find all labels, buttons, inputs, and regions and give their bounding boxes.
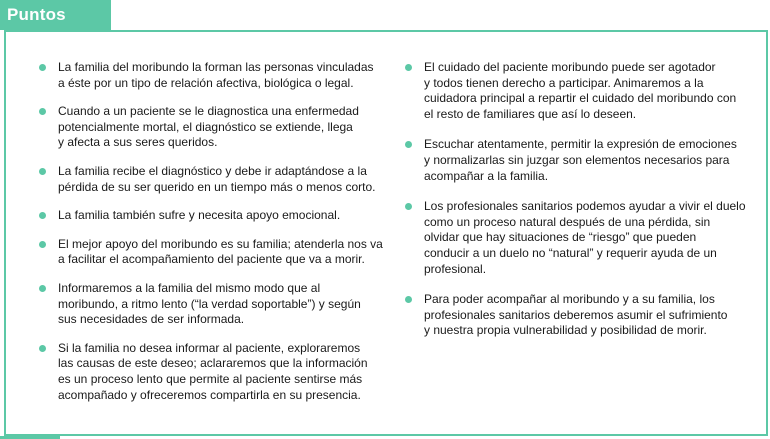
list-item	[36, 164, 386, 195]
list-item-text: El cuidado del paciente moribundo puede ser agotador y todos tienen derecho a participar. Animaremos a la cuidadora principal a repartir el cuidado del moribundo con el resto de familiares que así lo deseen.	[424, 60, 737, 121]
bullet-icon	[39, 241, 46, 248]
right-column	[402, 60, 752, 354]
list-item	[402, 60, 752, 122]
list-item-text: Escuchar atentamente, permitir la expresión de emociones y normalizarlas sin juzgar son elementos necesarios para acompañar a la familia.	[424, 137, 737, 183]
list-item-text: La familia también sufre y necesita apoyo emocional.	[58, 208, 341, 223]
list-item-text: El mejor apoyo del moribundo es su familia; atenderla nos va a facilitar el acompañamiento del paciente que va a morir.	[58, 236, 383, 267]
list-item-text: Informaremos a la familia del mismo modo que al moribundo, a ritmo lento (“la verdad soportable”) y según sus necesidades de ser informada.	[58, 280, 361, 327]
bullet-icon	[39, 345, 46, 352]
bullet-icon	[39, 168, 46, 175]
bullet-icon	[39, 212, 46, 219]
list-item-text: Cuando a un paciente se le diagnostica una enfermedad potencialmente mortal, el diagnóstico se extiende, llega y afecta a sus seres queridos.	[58, 104, 359, 150]
list-item-text: Para poder acompañar al moribundo y a su familia, los profesionales sanitarios deberemos asumir el sufrimiento y nuestra propia vulnerabilidad y posibilidad de morir.	[424, 292, 728, 338]
bullet-icon	[39, 64, 46, 71]
list-item	[36, 341, 386, 403]
list-item	[36, 208, 386, 224]
list-item	[402, 137, 752, 184]
list-item-text: Si la familia no desea informar al paciente, exploraremos las causas de este deseo; aclararemos que la información es un proceso lento que permite al paciente sentirse más acompañado y ofreceremos compartirla en su presencia.	[58, 340, 368, 402]
bullet-icon	[405, 141, 412, 148]
bullet-icon	[405, 203, 412, 210]
list-item-text: La familia recibe el diagnóstico y debe ir adaptándose a la pérdida de su ser querido en un tiempo más o menos corto.	[58, 163, 376, 194]
bullet-icon	[39, 108, 46, 115]
key-points-box	[4, 30, 768, 436]
list-item	[402, 199, 752, 277]
bullet-icon	[405, 64, 412, 71]
bullet-icon	[405, 296, 412, 303]
list-item	[36, 237, 386, 268]
list-item	[402, 292, 752, 339]
left-column	[36, 60, 386, 416]
list-item	[36, 60, 386, 91]
section-title: Puntos clave	[0, 0, 111, 30]
list-item-text: La familia del moribundo la forman las personas vinculadas a éste por un tipo de relación afectiva, biológica o legal.	[58, 60, 374, 90]
list-item	[36, 104, 386, 151]
list-item-text: Los profesionales sanitarios podemos ayudar a vivir el duelo como un proceso natural después de una pérdida, sin olvidar que hay situaciones de “riesgo” que pueden conducir a un duelo no “natural” y requerir ayuda de un profesional.	[424, 199, 746, 276]
bullet-icon	[39, 285, 46, 292]
list-item	[36, 281, 386, 328]
